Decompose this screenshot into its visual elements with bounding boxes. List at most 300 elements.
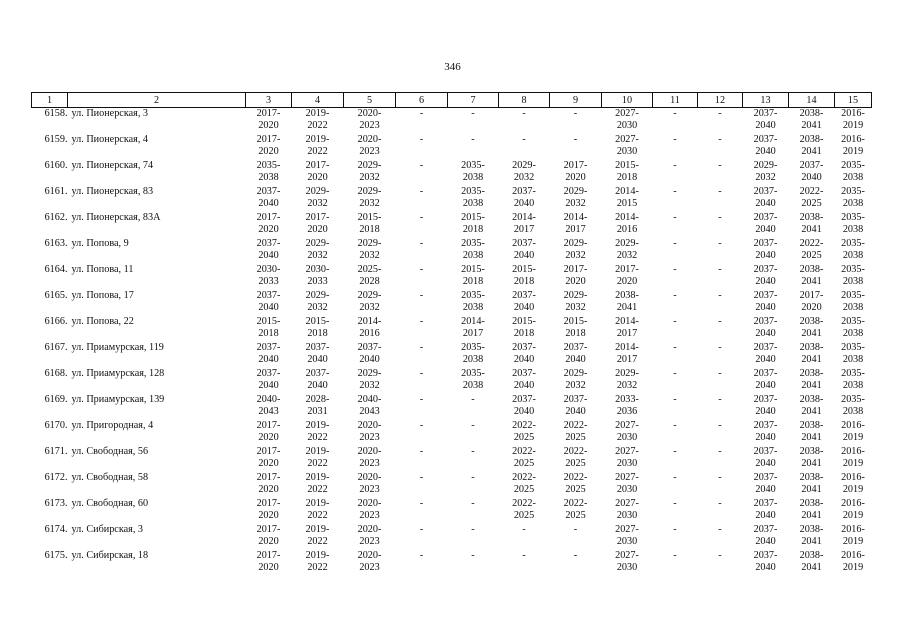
period-cell-col-4: 2037- 2040 — [305, 342, 330, 365]
period-cell-col-7: 2035- 2038 — [461, 238, 485, 261]
period-cell-col-9: 2029- 2032 — [563, 238, 588, 261]
period-cell-col-14: 2038- 2041 — [799, 524, 824, 547]
period-cell-col-6: - — [419, 498, 424, 509]
row-number: 6164. — [44, 264, 68, 275]
period-cell-col-14: 2038- 2041 — [799, 368, 824, 391]
period-cell-col-13: 2037- 2040 — [753, 316, 778, 339]
table-row — [32, 238, 872, 264]
period-cell-col-9: 2015- 2018 — [563, 316, 588, 339]
period-cell-col-12: - — [718, 498, 722, 509]
period-cell-col-3: 2037- 2040 — [256, 342, 281, 365]
period-cell-col-15: 2035- 2038 — [841, 342, 865, 365]
address-cell: ул. Пионерская, 3 — [71, 108, 149, 119]
period-cell-col-14: 2038- 2041 — [799, 446, 824, 469]
period-cell-col-7: - — [471, 524, 475, 535]
column-header-13: 13 — [743, 93, 789, 108]
period-cell-col-10: 2027- 2030 — [615, 472, 639, 495]
column-header-14: 14 — [789, 93, 835, 108]
period-cell-col-8: - — [522, 134, 526, 145]
period-cell-col-15: 2035- 2038 — [841, 316, 865, 339]
period-cell-col-5: 2029- 2032 — [357, 290, 382, 313]
row-number: 6171. — [44, 446, 68, 457]
period-cell-col-6: - — [419, 472, 424, 483]
period-cell-col-7: - — [471, 498, 475, 509]
period-cell-col-6: - — [419, 160, 424, 171]
period-cell-col-4: 2019- 2022 — [305, 446, 330, 469]
period-cell-col-4: 2019- 2022 — [305, 498, 330, 521]
period-cell-col-3: 2030- 2033 — [256, 264, 281, 287]
table-row — [32, 264, 872, 290]
period-cell-col-9: 2037- 2040 — [563, 394, 588, 417]
period-cell-col-6: - — [419, 420, 424, 431]
period-cell-col-8: 2037- 2040 — [512, 342, 536, 365]
period-cell-col-9: - — [573, 108, 578, 119]
period-cell-col-10: 2027- 2030 — [615, 446, 639, 469]
table-row — [32, 316, 872, 342]
period-cell-col-8: 2015- 2018 — [512, 316, 536, 339]
period-cell-col-10: 2014- 2015 — [615, 186, 639, 209]
column-header-5: 5 — [344, 93, 396, 108]
period-cell-col-8: 2022- 2025 — [512, 498, 536, 521]
address-cell: ул. Свободная, 60 — [71, 498, 149, 509]
period-cell-col-5: 2025- 2028 — [357, 264, 382, 287]
period-cell-col-11: - — [673, 420, 677, 431]
period-cell-col-7: - — [471, 420, 475, 431]
period-cell-col-12: - — [718, 238, 722, 249]
period-cell-col-5: 2029- 2032 — [357, 368, 382, 391]
period-cell-col-3: 2035- 2038 — [256, 160, 281, 183]
period-cell-col-14: 2017- 2020 — [799, 290, 824, 313]
period-cell-col-12: - — [718, 368, 722, 379]
address-cell: ул. Попова, 11 — [71, 264, 134, 275]
period-cell-col-7: - — [471, 108, 475, 119]
period-cell-col-6: - — [419, 524, 424, 535]
period-cell-col-9: 2022- 2025 — [563, 446, 588, 469]
period-cell-col-4: 2019- 2022 — [305, 550, 330, 573]
period-cell-col-10: 2027- 2030 — [615, 524, 639, 547]
column-header-7: 7 — [448, 93, 499, 108]
period-cell-col-8: 2014- 2017 — [512, 212, 536, 235]
period-cell-col-11: - — [673, 238, 677, 249]
period-cell-col-10: 2014- 2017 — [615, 316, 639, 339]
period-cell-col-5: 2020- 2023 — [357, 498, 382, 521]
period-cell-col-12: - — [718, 264, 722, 275]
period-cell-col-14: 2038- 2041 — [799, 316, 824, 339]
address-cell: ул. Пионерская, 74 — [71, 160, 154, 171]
row-number: 6161. — [44, 186, 68, 197]
period-cell-col-3: 2017- 2020 — [256, 108, 281, 131]
period-cell-col-14: 2038- 2041 — [799, 472, 824, 495]
period-cell-col-15: 2016- 2019 — [841, 134, 865, 157]
period-cell-col-5: 2020- 2023 — [357, 134, 382, 157]
table-row — [32, 524, 872, 550]
period-cell-col-7: 2015- 2018 — [461, 264, 485, 287]
period-cell-col-3: 2017- 2020 — [256, 134, 281, 157]
column-header-12: 12 — [698, 93, 743, 108]
row-number: 6169. — [44, 394, 68, 405]
period-cell-col-10: 2038- 2041 — [615, 290, 639, 313]
period-cell-col-6: - — [419, 238, 424, 249]
period-cell-col-14: 2038- 2041 — [799, 264, 824, 287]
column-header-11: 11 — [653, 93, 698, 108]
period-cell-col-5: 2029- 2032 — [357, 238, 382, 261]
period-cell-col-14: 2038- 2041 — [799, 498, 824, 521]
period-cell-col-7: 2035- 2038 — [461, 342, 485, 365]
period-cell-col-11: - — [673, 290, 677, 301]
period-cell-col-12: - — [718, 394, 722, 405]
period-cell-col-14: 2038- 2041 — [799, 420, 824, 443]
address-cell: ул. Сибирская, 3 — [71, 524, 144, 535]
period-cell-col-11: - — [673, 186, 677, 197]
column-header-10: 10 — [602, 93, 653, 108]
table-row — [32, 342, 872, 368]
period-cell-col-14: 2022- 2025 — [799, 238, 824, 261]
period-cell-col-12: - — [718, 290, 722, 301]
column-header-15: 15 — [835, 93, 872, 108]
period-cell-col-8: 2022- 2025 — [512, 472, 536, 495]
period-cell-col-3: 2017- 2020 — [256, 446, 281, 469]
address-cell: ул. Сибирская, 18 — [71, 550, 149, 561]
period-cell-col-14: 2038- 2041 — [799, 134, 824, 157]
period-cell-col-10: 2027- 2030 — [615, 498, 639, 521]
period-cell-col-15: 2035- 2038 — [841, 238, 865, 261]
period-cell-col-15: 2016- 2019 — [841, 420, 865, 443]
period-cell-col-5: 2020- 2023 — [357, 420, 382, 443]
period-cell-col-9: - — [573, 134, 578, 145]
period-cell-col-15: 2035- 2038 — [841, 186, 865, 209]
period-cell-col-14: 2038- 2041 — [799, 550, 824, 573]
period-cell-col-9: 2029- 2032 — [563, 186, 588, 209]
period-cell-col-9: 2022- 2025 — [563, 420, 588, 443]
period-cell-col-5: 2029- 2032 — [357, 186, 382, 209]
row-number: 6158. — [44, 108, 68, 119]
period-cell-col-5: 2020- 2023 — [357, 550, 382, 573]
period-cell-col-7: 2015- 2018 — [461, 212, 485, 235]
column-header-3: 3 — [246, 93, 292, 108]
period-cell-col-7: - — [471, 134, 475, 145]
period-cell-col-10: 2015- 2018 — [615, 160, 639, 183]
period-cell-col-10: 2029- 2032 — [615, 238, 639, 261]
period-cell-col-12: - — [718, 420, 722, 431]
table-row — [32, 420, 872, 446]
address-cell: ул. Приамурская, 128 — [71, 368, 165, 379]
period-cell-col-7: - — [471, 394, 475, 405]
row-number: 6174. — [44, 524, 68, 535]
period-cell-col-8: 2015- 2018 — [512, 264, 536, 287]
period-cell-col-3: 2017- 2020 — [256, 524, 281, 547]
period-cell-col-3: 2017- 2020 — [256, 550, 281, 573]
period-cell-col-15: 2035- 2038 — [841, 264, 865, 287]
period-cell-col-6: - — [419, 290, 424, 301]
period-cell-col-14: 2038- 2041 — [799, 108, 824, 131]
period-cell-col-4: 2037- 2040 — [305, 368, 330, 391]
period-cell-col-10: 2027- 2030 — [615, 550, 639, 573]
period-cell-col-8: 2037- 2040 — [512, 186, 536, 209]
period-cell-col-15: 2035- 2038 — [841, 160, 865, 183]
period-cell-col-11: - — [673, 316, 677, 327]
period-cell-col-3: 2017- 2020 — [256, 420, 281, 443]
period-cell-col-9: 2022- 2025 — [563, 472, 588, 495]
address-cell: ул. Пригородная, 4 — [71, 420, 154, 431]
period-cell-col-11: - — [673, 446, 677, 457]
table-row — [32, 186, 872, 212]
row-number: 6173. — [44, 498, 68, 509]
period-cell-col-15: 2016- 2019 — [841, 446, 865, 469]
period-cell-col-4: 2019- 2022 — [305, 108, 330, 131]
period-cell-col-11: - — [673, 264, 677, 275]
period-cell-col-12: - — [718, 186, 722, 197]
period-cell-col-13: 2037- 2040 — [753, 550, 778, 573]
period-cell-col-4: 2017- 2020 — [305, 160, 330, 183]
period-cell-col-9: 2029- 2032 — [563, 290, 588, 313]
table-row — [32, 134, 872, 160]
address-cell: ул. Приамурская, 139 — [71, 394, 165, 405]
period-cell-col-6: - — [419, 108, 424, 119]
period-cell-col-6: - — [419, 134, 424, 145]
period-cell-col-8: 2037- 2040 — [512, 238, 536, 261]
period-cell-col-5: 2029- 2032 — [357, 160, 382, 183]
period-cell-col-4: 2019- 2022 — [305, 524, 330, 547]
column-header-6: 6 — [396, 93, 448, 108]
address-cell: ул. Свободная, 56 — [71, 446, 149, 457]
period-cell-col-15: 2016- 2019 — [841, 550, 865, 573]
period-cell-col-8: 2037- 2040 — [512, 290, 536, 313]
period-cell-col-6: - — [419, 368, 424, 379]
period-cell-col-5: 2040- 2043 — [357, 394, 382, 417]
period-cell-col-9: - — [573, 550, 578, 561]
row-number: 6175. — [44, 550, 68, 561]
column-header-2: 2 — [68, 93, 246, 108]
period-cell-col-11: - — [673, 394, 677, 405]
period-cell-col-12: - — [718, 316, 722, 327]
period-cell-col-4: 2017- 2020 — [305, 212, 330, 235]
period-cell-col-5: 2020- 2023 — [357, 108, 382, 131]
period-cell-col-9: - — [573, 524, 578, 535]
address-cell: ул. Попова, 22 — [71, 316, 134, 327]
period-cell-col-12: - — [718, 108, 722, 119]
row-number: 6159. — [44, 134, 68, 145]
period-cell-col-15: 2016- 2019 — [841, 524, 865, 547]
period-cell-col-13: 2037- 2040 — [753, 290, 778, 313]
period-cell-col-7: 2035- 2038 — [461, 290, 485, 313]
period-cell-col-10: 2014- 2016 — [615, 212, 639, 235]
period-cell-col-8: 2037- 2040 — [512, 394, 536, 417]
address-cell: ул. Пионерская, 4 — [71, 134, 149, 145]
period-cell-col-13: 2037- 2040 — [753, 498, 778, 521]
period-cell-col-13: 2037- 2040 — [753, 368, 778, 391]
period-cell-col-4: 2029- 2032 — [305, 238, 330, 261]
period-cell-col-11: - — [673, 550, 677, 561]
period-cell-col-12: - — [718, 342, 722, 353]
table-row — [32, 108, 872, 135]
address-cell: ул. Пионерская, 83А — [71, 212, 161, 223]
table-row — [32, 160, 872, 186]
period-cell-col-6: - — [419, 394, 424, 405]
page-number: 346 — [444, 61, 461, 73]
period-cell-col-15: 2016- 2019 — [841, 472, 865, 495]
period-cell-col-14: 2037- 2040 — [799, 160, 824, 183]
period-cell-col-14: 2022- 2025 — [799, 186, 824, 209]
period-cell-col-11: - — [673, 342, 677, 353]
table-row — [32, 498, 872, 524]
period-cell-col-10: 2033- 2036 — [615, 394, 639, 417]
row-number: 6172. — [44, 472, 68, 483]
register-table — [31, 92, 872, 576]
table-row — [32, 212, 872, 238]
period-cell-col-15: 2035- 2038 — [841, 394, 865, 417]
table-row — [32, 368, 872, 394]
period-cell-col-9: 2014- 2017 — [563, 212, 588, 235]
period-cell-col-14: 2038- 2041 — [799, 212, 824, 235]
period-cell-col-12: - — [718, 550, 722, 561]
period-cell-col-12: - — [718, 524, 722, 535]
period-cell-col-8: - — [522, 108, 526, 119]
period-cell-col-13: 2037- 2040 — [753, 420, 778, 443]
period-cell-col-7: 2014- 2017 — [461, 316, 485, 339]
period-cell-col-8: 2029- 2032 — [512, 160, 536, 183]
period-cell-col-13: 2037- 2040 — [753, 446, 778, 469]
period-cell-col-11: - — [673, 472, 677, 483]
period-cell-col-5: 2020- 2023 — [357, 446, 382, 469]
period-cell-col-6: - — [419, 550, 424, 561]
period-cell-col-3: 2037- 2040 — [256, 186, 281, 209]
table-row — [32, 550, 872, 576]
table-row — [32, 394, 872, 420]
period-cell-col-13: 2029- 2032 — [753, 160, 778, 183]
row-number: 6163. — [44, 238, 68, 249]
row-number: 6168. — [44, 368, 68, 379]
period-cell-col-15: 2035- 2038 — [841, 368, 865, 391]
period-cell-col-7: - — [471, 472, 475, 483]
period-cell-col-15: 2035- 2038 — [841, 212, 865, 235]
header-row — [32, 93, 872, 108]
period-cell-col-7: 2035- 2038 — [461, 368, 485, 391]
period-cell-col-9: 2017- 2020 — [563, 160, 588, 183]
period-cell-col-10: 2017- 2020 — [615, 264, 639, 287]
address-cell: ул. Пионерская, 83 — [71, 186, 154, 197]
period-cell-col-4: 2019- 2022 — [305, 420, 330, 443]
period-cell-col-15: 2016- 2019 — [841, 498, 865, 521]
address-cell: ул. Попова, 9 — [71, 238, 129, 249]
period-cell-col-10: 2014- 2017 — [615, 342, 639, 365]
period-cell-col-5: 2014- 2016 — [357, 316, 382, 339]
period-cell-col-6: - — [419, 316, 424, 327]
period-cell-col-4: 2029- 2032 — [305, 186, 330, 209]
table-row — [32, 290, 872, 316]
period-cell-col-12: - — [718, 160, 722, 171]
period-cell-col-11: - — [673, 368, 677, 379]
period-cell-col-13: 2037- 2040 — [753, 238, 778, 261]
period-cell-col-3: 2017- 2020 — [256, 472, 281, 495]
period-cell-col-7: - — [471, 446, 475, 457]
period-cell-col-14: 2038- 2041 — [799, 394, 824, 417]
period-cell-col-12: - — [718, 134, 722, 145]
period-cell-col-14: 2038- 2041 — [799, 342, 824, 365]
row-number: 6165. — [44, 290, 68, 301]
table-row — [32, 472, 872, 498]
period-cell-col-9: 2017- 2020 — [563, 264, 588, 287]
column-header-9: 9 — [550, 93, 602, 108]
period-cell-col-15: 2016- 2019 — [841, 108, 865, 131]
table-row — [32, 446, 872, 472]
period-cell-col-3: 2037- 2040 — [256, 238, 281, 261]
period-cell-col-6: - — [419, 342, 424, 353]
period-cell-col-13: 2037- 2040 — [753, 342, 778, 365]
period-cell-col-13: 2037- 2040 — [753, 472, 778, 495]
period-cell-col-10: 2027- 2030 — [615, 134, 639, 157]
period-cell-col-6: - — [419, 212, 424, 223]
period-cell-col-13: 2037- 2040 — [753, 134, 778, 157]
period-cell-col-15: 2035- 2038 — [841, 290, 865, 313]
period-cell-col-6: - — [419, 186, 424, 197]
period-cell-col-3: 2015- 2018 — [256, 316, 281, 339]
period-cell-col-11: - — [673, 134, 677, 145]
period-cell-col-4: 2019- 2022 — [305, 472, 330, 495]
period-cell-col-12: - — [718, 446, 722, 457]
column-header-1: 1 — [32, 93, 68, 108]
period-cell-col-11: - — [673, 160, 677, 171]
column-header-8: 8 — [499, 93, 550, 108]
address-cell: ул. Попова, 17 — [71, 290, 134, 301]
address-cell: ул. Приамурская, 119 — [71, 342, 164, 353]
period-cell-col-10: 2027- 2030 — [615, 108, 639, 131]
period-cell-col-11: - — [673, 212, 677, 223]
period-cell-col-8: 2022- 2025 — [512, 446, 536, 469]
period-cell-col-13: 2037- 2040 — [753, 264, 778, 287]
row-number: 6162. — [44, 212, 68, 223]
period-cell-col-3: 2037- 2040 — [256, 368, 281, 391]
row-number: 6170. — [44, 420, 68, 431]
period-cell-col-13: 2037- 2040 — [753, 394, 778, 417]
period-cell-col-3: 2037- 2040 — [256, 290, 281, 313]
period-cell-col-7: 2035- 2038 — [461, 186, 485, 209]
row-number: 6166. — [44, 316, 68, 327]
period-cell-col-4: 2030- 2033 — [305, 264, 330, 287]
row-number: 6167. — [44, 342, 68, 353]
period-cell-col-7: 2035- 2038 — [461, 160, 485, 183]
period-cell-col-11: - — [673, 524, 677, 535]
period-cell-col-7: - — [471, 550, 475, 561]
period-cell-col-8: - — [522, 524, 526, 535]
period-cell-col-3: 2017- 2020 — [256, 498, 281, 521]
period-cell-col-3: 2040- 2043 — [256, 394, 281, 417]
period-cell-col-3: 2017- 2020 — [256, 212, 281, 235]
period-cell-col-4: 2029- 2032 — [305, 290, 330, 313]
period-cell-col-11: - — [673, 108, 677, 119]
period-cell-col-8: 2022- 2025 — [512, 420, 536, 443]
period-cell-col-5: 2020- 2023 — [357, 472, 382, 495]
period-cell-col-8: - — [522, 550, 526, 561]
period-cell-col-13: 2037- 2040 — [753, 524, 778, 547]
period-cell-col-8: 2037- 2040 — [512, 368, 536, 391]
period-cell-col-10: 2027- 2030 — [615, 420, 639, 443]
table-body — [32, 108, 872, 577]
address-cell: ул. Свободная, 58 — [71, 472, 149, 483]
period-cell-col-6: - — [419, 446, 424, 457]
period-cell-col-12: - — [718, 212, 722, 223]
period-cell-col-13: 2037- 2040 — [753, 186, 778, 209]
period-cell-col-9: 2029- 2032 — [563, 368, 588, 391]
period-cell-col-9: 2022- 2025 — [563, 498, 588, 521]
period-cell-col-6: - — [419, 264, 424, 275]
period-cell-col-9: 2037- 2040 — [563, 342, 588, 365]
period-cell-col-4: 2028- 2031 — [305, 394, 330, 417]
period-cell-col-5: 2020- 2023 — [357, 524, 382, 547]
period-cell-col-5: 2015- 2018 — [357, 212, 382, 235]
period-cell-col-13: 2037- 2040 — [753, 108, 778, 131]
column-header-4: 4 — [292, 93, 344, 108]
period-cell-col-4: 2019- 2022 — [305, 134, 330, 157]
